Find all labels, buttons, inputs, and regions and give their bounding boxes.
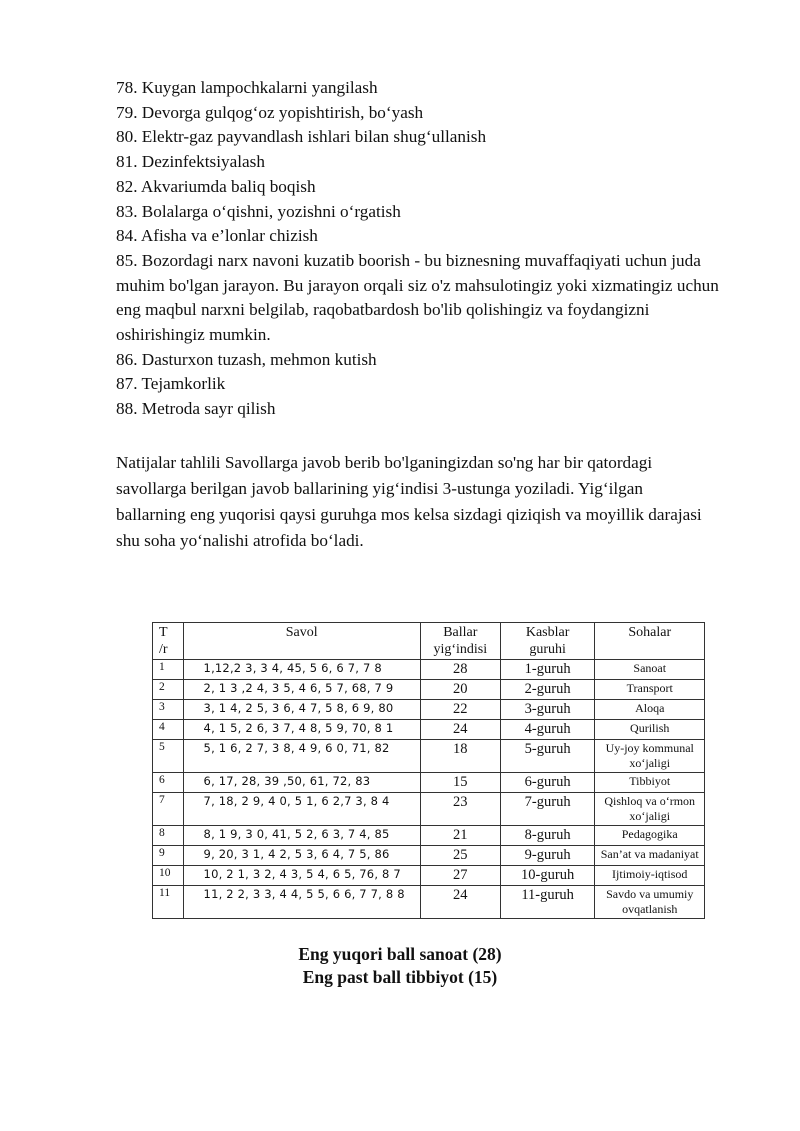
table-row — [153, 680, 705, 700]
row-questions: 7, 18, 2 9, 4 0, 5 1, 6 2,7 3, 8 4 — [183, 793, 420, 826]
row-group: 7-guruh — [500, 793, 595, 826]
row-questions: 10, 2 1, 3 2, 4 3, 5 4, 6 5, 76, 8 7 — [183, 866, 420, 886]
table-header-row — [153, 623, 705, 660]
row-group: 1-guruh — [500, 660, 595, 680]
row-field: Transport — [595, 680, 705, 700]
list-item: 81. Dezinfektsiyalash — [116, 152, 265, 172]
row-questions: 4, 1 5, 2 6, 3 7, 4 8, 5 9, 70, 8 1 — [183, 720, 420, 740]
row-score: 23 — [420, 793, 500, 826]
table-row — [153, 826, 705, 846]
list-item: 78. Kuygan lampochkalarni yangilash — [116, 78, 378, 97]
row-field: Tibbiyot — [595, 773, 705, 793]
row-field: San’at va madaniyat — [595, 846, 705, 866]
row-questions: 11, 2 2, 3 3, 4 4, 5 5, 6 6, 7 7, 8 8 — [183, 886, 420, 919]
row-number: 7 — [153, 793, 184, 826]
row-score: 15 — [420, 773, 500, 793]
list-item: 84. Afisha va e’lonlar chizish — [116, 226, 318, 246]
row-group: 10-guruh — [500, 866, 595, 886]
summary — [0, 943, 800, 989]
row-score: 28 — [420, 660, 500, 680]
row-score: 22 — [420, 700, 500, 720]
row-group: 6-guruh — [500, 773, 595, 793]
row-group: 2-guruh — [500, 680, 595, 700]
row-field: Qishloq va o‘rmon xo‘jaligi — [595, 793, 705, 826]
row-questions: 3, 1 4, 2 5, 3 6, 4 7, 5 8, 6 9, 80 — [183, 700, 420, 720]
table-row — [153, 846, 705, 866]
question-list — [116, 76, 736, 422]
row-questions: 2, 1 3 ,2 4, 3 5, 4 6, 5 7, 68, 7 9 — [183, 680, 420, 700]
lowest-score: Eng past ball tibbiyot (15) — [302, 967, 498, 987]
row-group: 4-guruh — [500, 720, 595, 740]
row-score: 20 — [420, 680, 500, 700]
row-questions: 5, 1 6, 2 7, 3 8, 4 9, 6 0, 71, 82 — [183, 740, 420, 773]
row-score: 27 — [420, 866, 500, 886]
highest-score: Eng yuqori ball sanoat (28) — [298, 944, 502, 964]
table-row — [153, 700, 705, 720]
row-number: 10 — [153, 866, 184, 886]
table-row — [153, 740, 705, 773]
row-number: 5 — [153, 740, 184, 773]
list-item: 82. Akvariumda baliq boqish — [116, 176, 316, 196]
row-number: 11 — [153, 886, 184, 919]
row-number: 6 — [153, 773, 184, 793]
list-item: 88. Metroda sayr qilish — [116, 399, 276, 419]
table-body — [153, 660, 705, 919]
table-row — [153, 660, 705, 680]
row-number: 1 — [153, 660, 184, 680]
row-questions: 6, 17, 28, 39 ,50, 61, 72, 83 — [183, 773, 420, 793]
row-score: 24 — [420, 720, 500, 740]
row-number: 2 — [153, 680, 184, 700]
list-item: 85. Bozordagi narx navoni kuzatib boorish - bu biznesning muvaffaqiyati uchun juda muhim bo'lgan jarayon. Bu jarayon orqali siz o'z mahsulotingiz yoki xizmatingiz uchun eng maqbul narxni belgilab, raqobatbardosh bo'lib qolishingiz va foydangizni oshirishingiz mumkin. — [116, 250, 719, 345]
row-number: 3 — [153, 700, 184, 720]
table-row — [153, 793, 705, 826]
header-kasblar: Kasblar guruhi — [500, 623, 595, 660]
row-number: 8 — [153, 826, 184, 846]
table-row — [153, 720, 705, 740]
row-score: 24 — [420, 886, 500, 919]
header-sohalar: Sohalar — [595, 623, 705, 660]
list-item: 83. Bolalarga o‘qishni, yozishni o‘rgatish — [116, 201, 401, 221]
row-questions: 1,12,2 3, 3 4, 45, 5 6, 6 7, 7 8 — [183, 660, 420, 680]
row-number: 4 — [153, 720, 184, 740]
row-group: 5-guruh — [500, 740, 595, 773]
row-questions: 8, 1 9, 3 0, 41, 5 2, 6 3, 7 4, 85 — [183, 826, 420, 846]
row-field: Uy-joy kommunal xo‘jaligi — [595, 740, 705, 773]
row-field: Sanoat — [595, 660, 705, 680]
header-ballar: Ballar yig‘indisi — [420, 623, 500, 660]
row-score: 21 — [420, 826, 500, 846]
row-field: Ijtimoiy-iqtisod — [595, 866, 705, 886]
row-score: 18 — [420, 740, 500, 773]
row-group: 9-guruh — [500, 846, 595, 866]
row-questions: 9, 20, 3 1, 4 2, 5 3, 6 4, 7 5, 86 — [183, 846, 420, 866]
list-item: 80. Elektr-gaz payvandlash ishlari bilan shug‘ullanish — [116, 127, 487, 147]
list-item: 79. Devorga gulqog‘oz yopishtirish, bo‘yash — [116, 102, 424, 122]
row-field: Qurilish — [595, 720, 705, 740]
row-number: 9 — [153, 846, 184, 866]
header-tr: T /r — [153, 623, 184, 660]
row-score: 25 — [420, 846, 500, 866]
list-item: 86. Dasturxon tuzash, mehmon kutish — [116, 349, 377, 369]
results-analysis-paragraph: Natijalar tahlili Savollarga javob berib bo'lganingizdan so'ng har bir qatordagi savollarga berilgan javob ballarining yig‘indisi 3-ustunga yoziladi. Yig‘ilgan ballarning eng yuqorisi qaysi guruhga mos kelsa sizdagi qiziqish va moyillik darajasi shu soha yo‘nalishi atrofida bo‘ladi. — [116, 453, 702, 550]
row-field: Aloqa — [595, 700, 705, 720]
list-item: 87. Tejamkorlik — [116, 374, 226, 394]
table-row — [153, 886, 705, 919]
row-group: 3-guruh — [500, 700, 595, 720]
table-row — [153, 866, 705, 886]
row-group: 11-guruh — [500, 886, 595, 919]
header-savol: Savol — [183, 623, 420, 660]
table-row — [153, 773, 705, 793]
row-field: Pedagogika — [595, 826, 705, 846]
results-table — [152, 622, 705, 919]
row-field: Savdo va umumiy ovqatlanish — [595, 886, 705, 919]
row-group: 8-guruh — [500, 826, 595, 846]
